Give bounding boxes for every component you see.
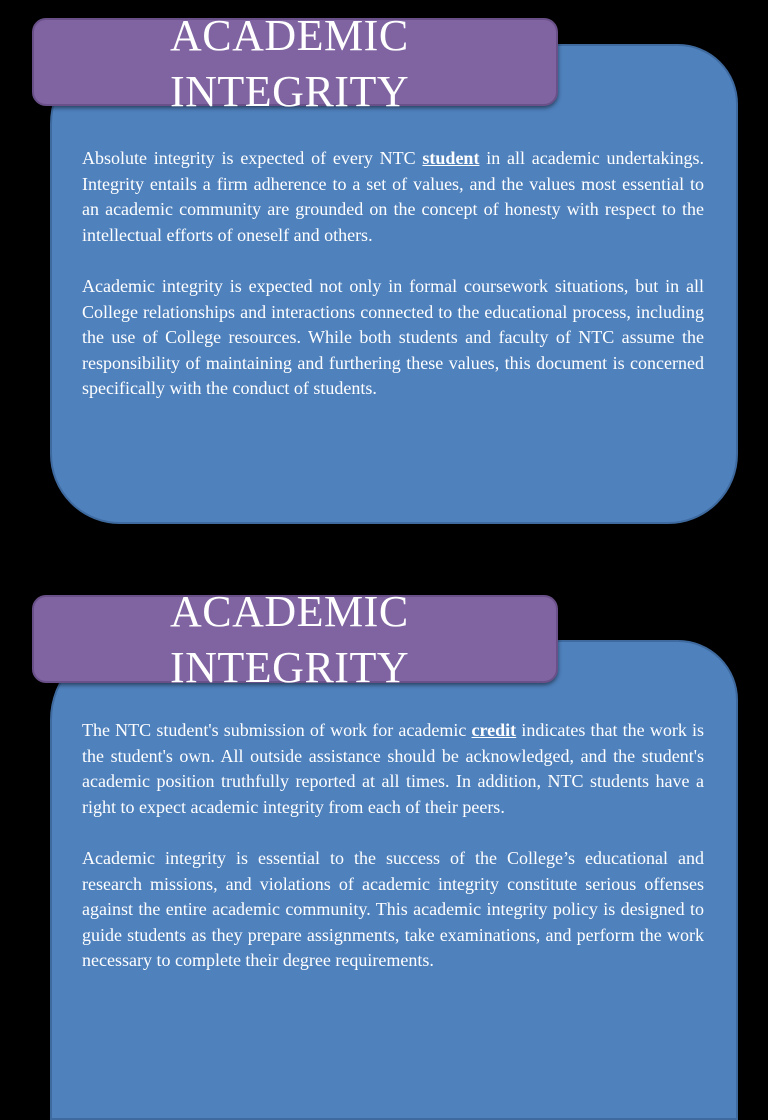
title-line-1: ACADEMIC bbox=[170, 11, 409, 60]
paragraph-2: Academic integrity is essential to the success of the College’s educational and research missions, and violations of academic integrity constitute serious offenses against the entire academic community. This academic integrity policy is designed to guide students as they prepare assignments, take examinations, and perform the work necessary to complete their degree requirements. bbox=[82, 847, 704, 971]
paragraph-1-text-end: in all academic undertakings. Integrity entails a firm adherence to a set of values, and the values most essential to an academic community are grounded on the concept of honesty with respect to the intellectual efforts of oneself and others. bbox=[82, 148, 704, 245]
slide-1 bbox=[0, 0, 768, 520]
title-line-1: ACADEMIC bbox=[170, 587, 409, 636]
title-line-2: INTEGRITY bbox=[170, 643, 410, 692]
paragraph-2: Academic integrity is expected not only in formal coursework situations, but in all College relationships and interactions connected to the educational process, including the use of College resources. While both students and faculty of NTC assume the responsibility of maintaining and furthering these values, this document is concerned specifically with the conduct of students. bbox=[82, 275, 704, 399]
credit-link[interactable]: credit bbox=[471, 720, 517, 740]
student-link[interactable]: student bbox=[422, 148, 480, 168]
paragraph-1-text-start: Absolute integrity is expected of every NTC bbox=[82, 148, 423, 168]
paragraph-1 bbox=[82, 718, 704, 820]
paragraph-1-text-start: The NTC student's submission of work for academic bbox=[82, 720, 472, 740]
slide-title bbox=[170, 8, 409, 120]
paragraph-1-text-end: indicates that the work is the student's own. All outside assistance should be acknowledged, and the student's academic position truthfully reported at all times. In addition, NTC students have a right to expect academic integrity from each of their peers. bbox=[82, 720, 704, 817]
slide-body bbox=[82, 146, 704, 428]
slide-2-body bbox=[82, 718, 704, 1000]
paragraph-1 bbox=[82, 146, 704, 248]
slide-title bbox=[170, 584, 409, 696]
title-line-2: INTEGRITY bbox=[170, 67, 410, 116]
